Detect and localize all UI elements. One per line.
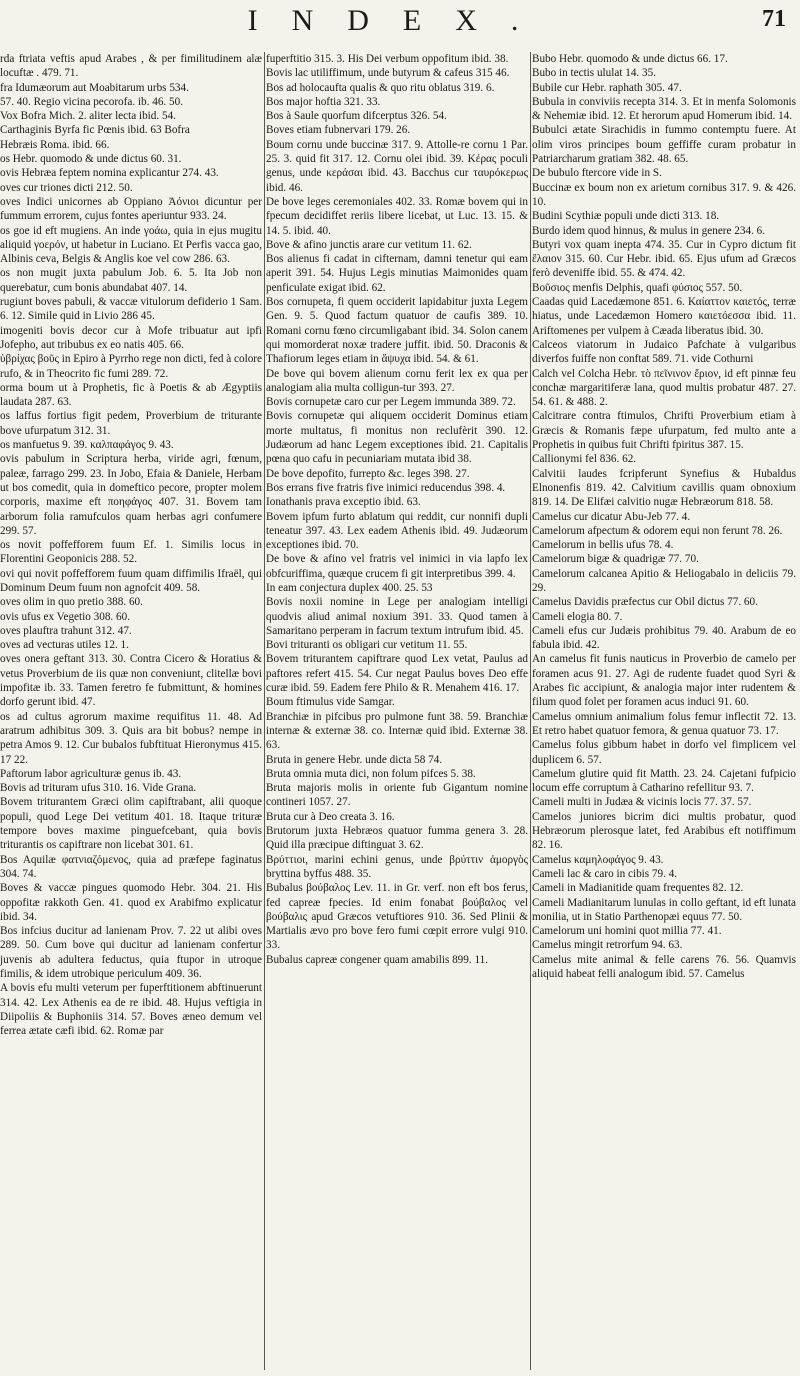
index-entry: os goe id eft mugiens. An inde γοάω, quia in ejus mugitu aliquid γοερόν, ut habetur in Luciano. Et Perfis vacca gao, Albinis ceva, Belgis & Anglis koe vel cow 286. 63.	[0, 224, 262, 266]
index-entry: Bruta in genere Hebr. unde dicta 58 74.	[266, 753, 443, 766]
index-entry: imogeniti bovis decor cur à Mofe tribuatur aut ipfi Jofepho, aut tribubus ex eo natis 405. 66.	[0, 324, 262, 351]
index-entry: os non mugit juxta pabulum Job. 6. 5. Ita Job non querebatur, cum bonis abundabat 407. 14.	[0, 267, 262, 294]
index-entry: Camelos juniores bicrim dici multis probatur, quod Hebræorum plerosque latet, fed Arabibus eft notiffimum 82. 16.	[532, 810, 796, 852]
index-entry: Bruta cur à Deo creata 3. 16.	[266, 810, 395, 823]
index-entry: Bruta majoris molis in oriente fub Gigantum nomine contineri 1057. 27.	[266, 782, 528, 809]
index-entry: Bruta omnia muta dici, non folum pifces 5. 38.	[266, 767, 476, 780]
index-entry: Calceos viatorum in Judaico Pafchate à vulgaribus diverfos fuiffe non conftat 589. 71. vide Cothurni	[532, 338, 796, 366]
index-entry: Bos ad holocaufta qualis & quo ritu oblatus 319. 6.	[266, 81, 495, 94]
index-entry: De bove & afino vel fratris vel inimici in via lapfo lex obfcuriffima, quæque crucem fi git interpretibus 399. 4.	[266, 553, 528, 580]
index-entry: Camelus mingit retrorfum 94. 63.	[532, 939, 683, 952]
index-entry: Cameli multi in Judæa & vicinis locis 77. 37. 57.	[532, 796, 752, 809]
index-entry: Bos à Saule quorfum difcerptus 326. 54.	[266, 110, 447, 123]
index-entry: rugiunt boves pabuli, & vaccæ vitulorum defiderio 1 Sam. 6. 12. Simile quid in Livio 286 45.	[0, 296, 262, 323]
index-entry: Boum ftimulus vide Samgar.	[266, 696, 395, 709]
index-entry: Boves etiam fubnervari 179. 26.	[266, 124, 411, 137]
index-entry: Paftorum labor agriculturæ genus ib. 43.	[0, 767, 182, 780]
index-entry: Camelus omnium animalium folus femur inflectit 72. 13. Et retro habet quatuor femora, & genua quatuor 73. 17.	[532, 710, 796, 737]
index-entry: Bos Aquilæ φατνιαζόμενος, quia ad præfepe faginatus 304. 74.	[0, 853, 262, 880]
index-column-1	[0, 52, 262, 1370]
index-entry: De bove depofito, furrepto &c. leges 398. 27.	[266, 467, 470, 480]
index-entry: Caadas quid Lacedæmone 851. 6. Καίαττον καιετός, terræ hiatus, unde Lacedæmon Homero καιετόεσσα ibid. 11. Ariftomenes per vulpem à Cæada liberatus ibid. 30.	[532, 296, 796, 337]
index-entry: Budini Scythiæ populi unde dicti 313. 18.	[532, 210, 720, 223]
index-entry: Βρύττιοι, marini echini genus, unde βρύττιν ἀμοργὸς bryttina byffus 488. 35.	[266, 853, 528, 880]
index-entry: Bovis lac utiliffimum, unde butyrum & cafeus 315 46.	[266, 67, 510, 80]
index-entry: Calch vel Colcha Hebr. τὸ πεῖνινον ἔριον, id eft pinnæ feu conchæ margaritiferæ lana, quod multis probatur 487. 27. 54. 61. & 488. 2.	[532, 367, 796, 409]
index-entry: ovis ufus ex Vegetio 308. 60.	[0, 610, 130, 623]
index-entry: Bovis ad trituram ufus 310. 16. Vide Grana.	[0, 782, 197, 795]
index-entry: De bove leges ceremoniales 402. 33. Romæ bovem qui in fpecum decidiffet reriis libere licebat, ut Luc. 13. 15. & 14. 5. ibid. 40.	[266, 195, 528, 237]
index-entry: Calvitii laudes fcripferunt Synefius & Hubaldus Elnonenfis 819. 42. Calvitium cavillis quam obnoxium 819. 14. De Elifæi calvitio nugæ Hebræorum 818. 58.	[532, 467, 796, 509]
index-entry: Bubalus capreæ congener quam amabilis 899. 11.	[266, 953, 489, 966]
index-entry: Butyri vox quam inepta 474. 35. Cur in Cypro dictum fit ἔλαιον 315. 60. Cur Hebr. ibid. 65. Ejus ufum ad Græcos ferò deveniffe ibid. 55. & 474. 42.	[532, 238, 796, 280]
index-entry: Bos cornupeta, fi quem occiderit lapidabitur juxta Legem Gen. 9. 5. Quod factum quatuor de caufis 389. 10. Romani cornu fœno circumligabant ibid. 34. Solon canem qui momorderat noxæ tradere juffit. ibid. 50. Draconis & Thafiorum leges etiam in ἄψυχα ibid. 54. & 61.	[266, 296, 528, 366]
index-entry: 57. 40. Regio vicina pecorofa. ib. 46. 50.	[0, 95, 183, 108]
index-entry: Boves & vaccæ pingues quomodo Hebr. 304. 21. His oppofitæ rakkoth Gen. 41. quod ex Arabifmo explicatur ibid. 34.	[0, 882, 262, 923]
index-entry: rda ftriata veftis apud Arabes , & per fimilitudinem alæ locuftæ . 479. 71.	[0, 53, 262, 80]
index-entry: oves plauftra trahunt 312. 47.	[0, 624, 132, 637]
index-entry: oves cur triones dicti 212. 50.	[0, 181, 133, 194]
index-entry: Camelus cur dicatur Abu-Jeb 77. 4.	[532, 510, 691, 523]
index-entry: In eam conjectura duplex 400. 25. 53	[266, 581, 433, 594]
index-entry: Vox Bofra Mich. 2. aliter lecta ibid. 54.	[0, 110, 176, 123]
index-entry: os laffus fortius figit pedem, Proverbium de triturante bove ufurpatum 312. 31.	[0, 410, 262, 437]
index-entry: Bubula in conviviis recepta 314. 3. Et in menfa Solomonis & Nehemiæ ibid. 12. Et herorum apud Homerum ibid. 14.	[532, 95, 796, 123]
index-entry: ovis Hebræa feptem nomina explicantur 274. 43.	[0, 167, 219, 180]
index-entry: Bubo in tectis ululat 14. 35.	[532, 67, 656, 80]
index-entry: Brutorum juxta Hebræos quatuor fumma genera 3. 28. Quid illa præcipue diftinguat 3. 62.	[266, 825, 528, 852]
index-entry: ὑβρίχας βοῦς in Epiro à Pyrrho rege non dicti, fed à colore rufo, & in Theocrito fic fumi 289. 72.	[0, 353, 262, 380]
index-entry: Bove & afino junctis arare cur vetitum 11. 62.	[266, 238, 472, 251]
index-entry: Calcitrare contra ftimulos, Chrifti Proverbium etiam à Græcis & Romanis fæpe ufurpatum, fed multo ante a Prophetis in quibus fuit Chrifti fpiritus 387. 15.	[532, 410, 796, 452]
index-entry: Bubalus βούβαλος Lev. 11. in Gr. verf. non eft bos ferus, fed capreæ fpecies. Id enim fonabat βούβαλος vel βούβαλις apud Græcos vetuftiores 910. 36. Sed Plinii & Martialis ævo pro bove fero fumi cœpit errore vulgi 910. 33.	[266, 882, 528, 952]
page-number: 71	[762, 6, 786, 32]
index-entry: Hebræis Roma. ibid. 66.	[0, 138, 110, 151]
index-entry: Cameli elogia 80. 7.	[532, 610, 623, 623]
index-entry: A bovis efu multi veterum per fuperftitionem abftinuerunt 314. 42. Lex Athenis ea de re ibid. 48. Hujus veftigia in Diipoliis & Buphoniis 314. 57. Boves æneo demum vel ferrea ætate cæfi ibid. 62. Romæ par	[0, 982, 262, 1038]
index-entry: Bos major hoftia 321. 33.	[266, 95, 381, 108]
index-entry: Callionymi fel 836. 62.	[532, 453, 637, 466]
index-entry: Bubulci ætate Sirachidis in fummo contemptu fuere. At olim viros principes boum geffiffe curam probatur in Patriarcharum gratiam 382. 48. 65.	[532, 124, 796, 166]
index-entry: Bovem ipfum furto ablatum qui reddit, cur nonnifi dupli teneatur 397. 43. Lex eadem Athenis ibid. 49. Judæorum exceptiones ibid. 70.	[266, 510, 528, 552]
index-entry: oves ad vecturas utiles 12. 1.	[0, 639, 129, 652]
index-entry: oves onera geftant 313. 30. Contra Cicero & Horatius & vetus Proverbium de iis quæ non conveniunt, clitellæ bovi impofitæ ib. 33. Tamen feretro fe fubmittunt, & homines dorfo gerunt ibid. 47.	[0, 653, 262, 709]
index-entry: Bubo Hebr. quomodo & unde dictus 66. 17.	[532, 53, 728, 65]
index-entry: Bovem triturantem capiftrare quod Lex vetat, Paulus ad paftores refert 415. 54. Cur negat Paulus boves Deo effe curæ ibid. 59. Eadem fere Philo & R. Menahem 416. 17.	[266, 653, 528, 695]
index-entry: Burdo idem quod hinnus, & mulus in genere 234. 6.	[532, 224, 766, 237]
index-entry: Bovis noxii nomine in Lege per analogiam intelligi quodvis aliud animal noxium 391. 33. Quod tamen à Samaritano perperam in facrum textum intrufum ibid. 45.	[266, 596, 528, 637]
index-entry: Bovi trituranti os obligari cur vetitum 11. 55.	[266, 639, 468, 652]
index-entry: os Hebr. quomodo & unde dictus 60. 31.	[0, 153, 182, 166]
index-entry: Camelum glutire quid fit Matth. 23. 24. Cajetani fufpicio locum effe corruptum à Catharino refellitur 93. 7.	[532, 767, 796, 795]
index-entry: os ad cultus agrorum maxime requifitus 11. 48. Ad aratrum adhibitus 309. 3. Quis ara bit bobus? nempe in petra Amos 9. 12. Cur bubalos fubftituat Hieronymus 415. 17 22.	[0, 710, 262, 766]
index-entry: Bos alienus fi cadat in cifternam, damni tenetur qui eam aperit 391. 54. Hujus Legis minutias Maimonides quam penficulate exigat ibid. 62.	[266, 253, 528, 294]
index-entry: Camelus καμηλοφάγος 9. 43.	[532, 853, 664, 866]
page-header	[0, 4, 800, 48]
index-entry: Camelorum calcanea Apitio & Heliogabalo in deliciis 79. 29.	[532, 567, 796, 594]
index-entry: An camelus fit funis nauticus in Proverbio de camelo per foramen acus 91. 27. Agi de rudente fuadet quod Syri & Arabes fic accipiunt, & analogia major inter rudentem & filum quod folet per foramen acus induci 91. 60.	[532, 653, 796, 709]
index-entry: Buccinæ ex boum non ex arietum cornibus 317. 9. & 426. 10.	[532, 181, 796, 208]
index-entry: fra Idumæorum aut Moabitarum urbs 534.	[0, 81, 189, 94]
index-entry: Cameli efus cur Judæis prohibitus 79. 40. Arabum de eo fabula ibid. 42.	[532, 624, 796, 652]
index-entry: os manfuetus 9. 39. καλπαφάγος 9. 43.	[0, 439, 174, 452]
index-entry: Camelus Davidis præfectus cur Obil dictus 77. 60.	[532, 596, 758, 609]
index-entry: orma boum ut à Prophetis, fic à Poetis & ab Ægyptiis laudata 287. 63.	[0, 381, 262, 409]
index-entry: fuperftitio 315. 3. His Dei verbum oppofitum ibid. 38.	[266, 53, 509, 65]
index-entry: De bubulo ftercore vide in S.	[532, 167, 662, 180]
index-entry: De bove qui bovem alienum cornu ferit lex ex qua per analogiam alia multa colligun-tur 393. 27.	[266, 367, 528, 394]
index-entry: Camelus mite animal & felle carens 76. 56. Quamvis aliquid habeat felli analogum ibid. 57. Camelus	[532, 953, 796, 980]
index-entry: Bovem triturantem Græci olim capiftrabant, alii quoque populi, quod Lege Dei vetitum 401. 18. Itaque trituræ tempore boves maxime pinguefcebant, quia bovis triturantis os capiftrare non licebat 301. 61.	[0, 796, 262, 852]
index-entry: ovis pabulum in Scriptura herba, viride agri, fœnum, paleæ, farrago 299. 23. In Jobo, Efaia & Daniele, Herbam ut bos comedit, quia in domeftico pecore, propter molem corporis, maxime eft ποηφάγος 407. 31. Bovem tam arborum folia ramufculos quam herbas agri confumere 299. 57.	[0, 453, 262, 537]
index-entry: Bubile cur Hebr. raphath 305. 47.	[532, 81, 682, 94]
index-entry: Camelorum bigæ & quadrigæ 77. 70.	[532, 553, 699, 566]
index-entry: Boum cornu unde buccinæ 317. 9. Attolle-re cornu 1 Par. 25. 3. quid fit 317. 12. Cornu olei ibid. 39. Κέρας poculi genus, unde κεράσαι ibid. 43. Bacchus cur ταυρόκερως ibid. 46.	[266, 138, 528, 194]
index-column-2	[266, 52, 528, 1370]
index-entry: Branchiæ in pifcibus pro pulmone funt 38. 59. Branchiæ internæ & externæ 38. co. Internæ quid ibid. Externæ 38. 63.	[266, 710, 528, 752]
index-entry: Bos infcius ducitur ad lanienam Prov. 7. 22 ut alibi oves 289. 50. Cum bove qui ducitur ad lanienam confertur juvenis ab adultera feductus, quia ftupor in utroque fimilis, & idem utrobique periculum 409. 36.	[0, 925, 262, 980]
column-divider	[530, 52, 531, 1370]
index-entry: Cameli Madianitarum lunulas in collo geftant, id eft lunata monilia, ut in Statio Parthenopæi equus 77. 50.	[532, 896, 796, 923]
index-entry: Bovis cornupetæ caro cur per Legem immunda 389. 72.	[266, 396, 516, 409]
index-entry: Cameli in Madianitide quam frequentes 82. 12.	[532, 882, 744, 895]
index-entry: os novit poffefforem fuum Ef. 1. Similis locus in Florentini Geoponicis 288. 52.	[0, 539, 262, 566]
index-entry: Camelorum in bellis ufus 78. 4.	[532, 539, 674, 552]
index-entry: Ionathanis prava exceptio ibid. 63.	[266, 496, 421, 509]
index-entry: Camelorum uni homini quot millia 77. 41.	[532, 925, 722, 938]
index-entry: Cameli lac & caro in cibis 79. 4.	[532, 867, 678, 880]
index-column-3	[532, 52, 796, 1370]
index-entry: Bovis cornupetæ qui aliquem occiderit Dominus etiam morte multatus, fi monitus non reclufèrit 390. 12. Judæorum ad hanc Legem exceptiones ibid. 21. Capitalis pœna quo cafu in pecuniariam mutata ibid 38.	[266, 410, 528, 466]
page-title: INDEX.	[247, 4, 553, 37]
index-entry: Βοῦσιος menfis Delphis, quafi φύσιος 557. 50.	[532, 281, 743, 294]
column-divider	[264, 52, 265, 1370]
index-entry: Camelus folus gibbum habet in dorfo vel fimplicem vel duplicem 6. 57.	[532, 739, 796, 766]
index-entry: oves Indici unicornes ab Oppiano Ἀόνιοι dicuntur per fummum errorem, cujus fontes aperiuntur 933. 24.	[0, 195, 262, 223]
index-entry: Carthaginis Byrfa fic Pœnis ibid. 63 Bofra	[0, 124, 190, 137]
index-entry: Camelorum afpectum & odorem equi non ferunt 78. 26.	[532, 524, 783, 537]
index-entry: ovi qui novit poffefforem fuum quam diffimilis Ifraël, qui Dominum Deum fuum non agnofcit 409. 58.	[0, 567, 262, 594]
index-entry: Bos errans five fratris five inimici reducendus 398. 4.	[266, 481, 506, 494]
index-entry: oves olim in quo pretio 388. 60.	[0, 596, 143, 609]
